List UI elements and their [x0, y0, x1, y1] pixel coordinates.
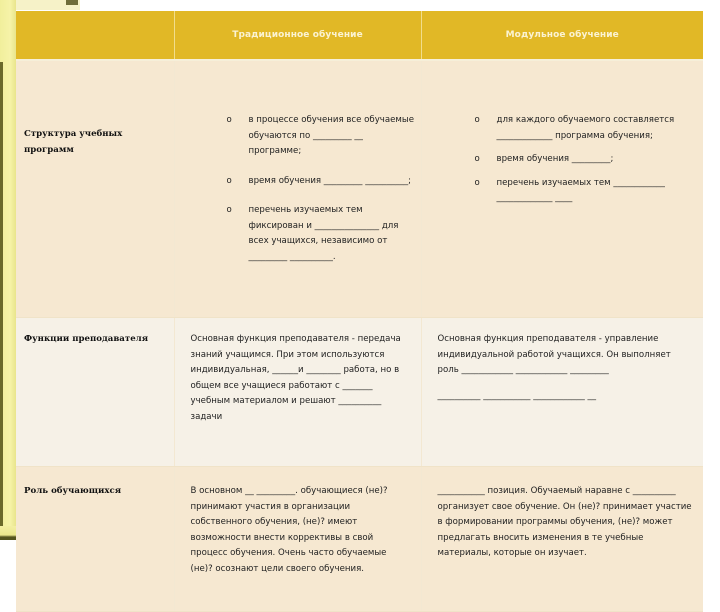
- bullet-circle-icon: o: [474, 177, 480, 188]
- row-label-learner-role: [16, 467, 174, 612]
- cell-paragraph: ___________ позиция. Обучаемый наравне с __________ организует свое обучение. Он (не)? принимает участие в формировании программы обучения, (не)? может предлагать вносить изменения в те учебные материалы, которые он изучает.: [437, 486, 692, 558]
- comparison-table: [16, 11, 703, 612]
- list-item-text: перечень изучаемых тем фиксирован и _______________ для всех учащихся, независимо от _________ __________.: [248, 205, 399, 262]
- bullet-list-modular: [422, 61, 704, 207]
- cell-paragraph-blank-line: __________ ___________ ____________ __: [437, 390, 597, 401]
- comparison-table-container: [16, 11, 703, 612]
- table-row-structure: [16, 60, 703, 318]
- decorative-frame-shadow: [0, 62, 3, 540]
- bullet-circle-icon: o: [226, 115, 232, 125]
- row-label-text: Структура учебных программ: [24, 129, 123, 155]
- cell-paragraph: Основная функция преподавателя - передача знаний учащимся. При этом используются индивидуальная, ______и ________ работа, но в общем все учащиеся работают с _______ учебным материалом и решают __________ задачи: [190, 334, 401, 422]
- header-traditional: Традиционное обучение: [174, 11, 421, 60]
- list-item: [474, 152, 698, 168]
- header-empty-cell: [16, 11, 174, 60]
- cell-structure-modular: [421, 60, 703, 318]
- header-modular: Модульное обучение: [421, 11, 703, 60]
- cell-structure-traditional: [174, 60, 421, 318]
- cell-teacher-traditional: [174, 318, 421, 467]
- cell-teacher-modular: [421, 318, 703, 467]
- table-row-learner-role: [16, 467, 703, 612]
- bullet-circle-icon: o: [226, 175, 232, 186]
- cell-learner-traditional: [174, 467, 421, 612]
- bullet-circle-icon: o: [226, 205, 232, 215]
- list-item-text: перечень изучаемых тем ____________ _____________ ____: [496, 177, 665, 203]
- cell-paragraph: В основном __ _________. обучающиеся (не)? принимают участия в организации собственного обучения, (не)? имеют возможности внести коррективы в свой процесс обучения. Очень часто обучаемые (не)? осознают цели своего обучения.: [190, 486, 388, 574]
- bullet-circle-icon: o: [474, 115, 480, 125]
- bullet-circle-icon: o: [474, 154, 480, 164]
- list-item-text: в процессе обучения все обучаемые обучаются по _________ __ программе;: [248, 115, 414, 156]
- list-item: [226, 203, 415, 265]
- list-item-text: для каждого обучаемого составляется _____________ программа обучения;: [496, 115, 675, 141]
- cell-paragraph: Основная функция преподавателя - управление индивидуальной работой учащихся. Он выполняет роль ____________ ____________ _________: [437, 334, 671, 375]
- list-item-text: время обучения _________;: [496, 154, 614, 164]
- cell-learner-modular: [421, 467, 703, 612]
- bullet-list-traditional: [175, 61, 421, 265]
- list-item: [226, 113, 415, 160]
- row-label-text: Функции преподавателя: [24, 334, 149, 344]
- list-item-text: время обучения _________ __________;: [248, 175, 412, 186]
- table-row-teacher-functions: [16, 318, 703, 467]
- list-item: [474, 176, 698, 207]
- row-label-structure: [16, 60, 174, 318]
- row-label-teacher-functions: [16, 318, 174, 467]
- list-item: [474, 113, 698, 144]
- table-header-row: [16, 11, 703, 60]
- row-label-text: Роль обучающихся: [24, 486, 122, 496]
- list-item: [226, 174, 415, 190]
- frame-corner-mark: [66, 0, 78, 5]
